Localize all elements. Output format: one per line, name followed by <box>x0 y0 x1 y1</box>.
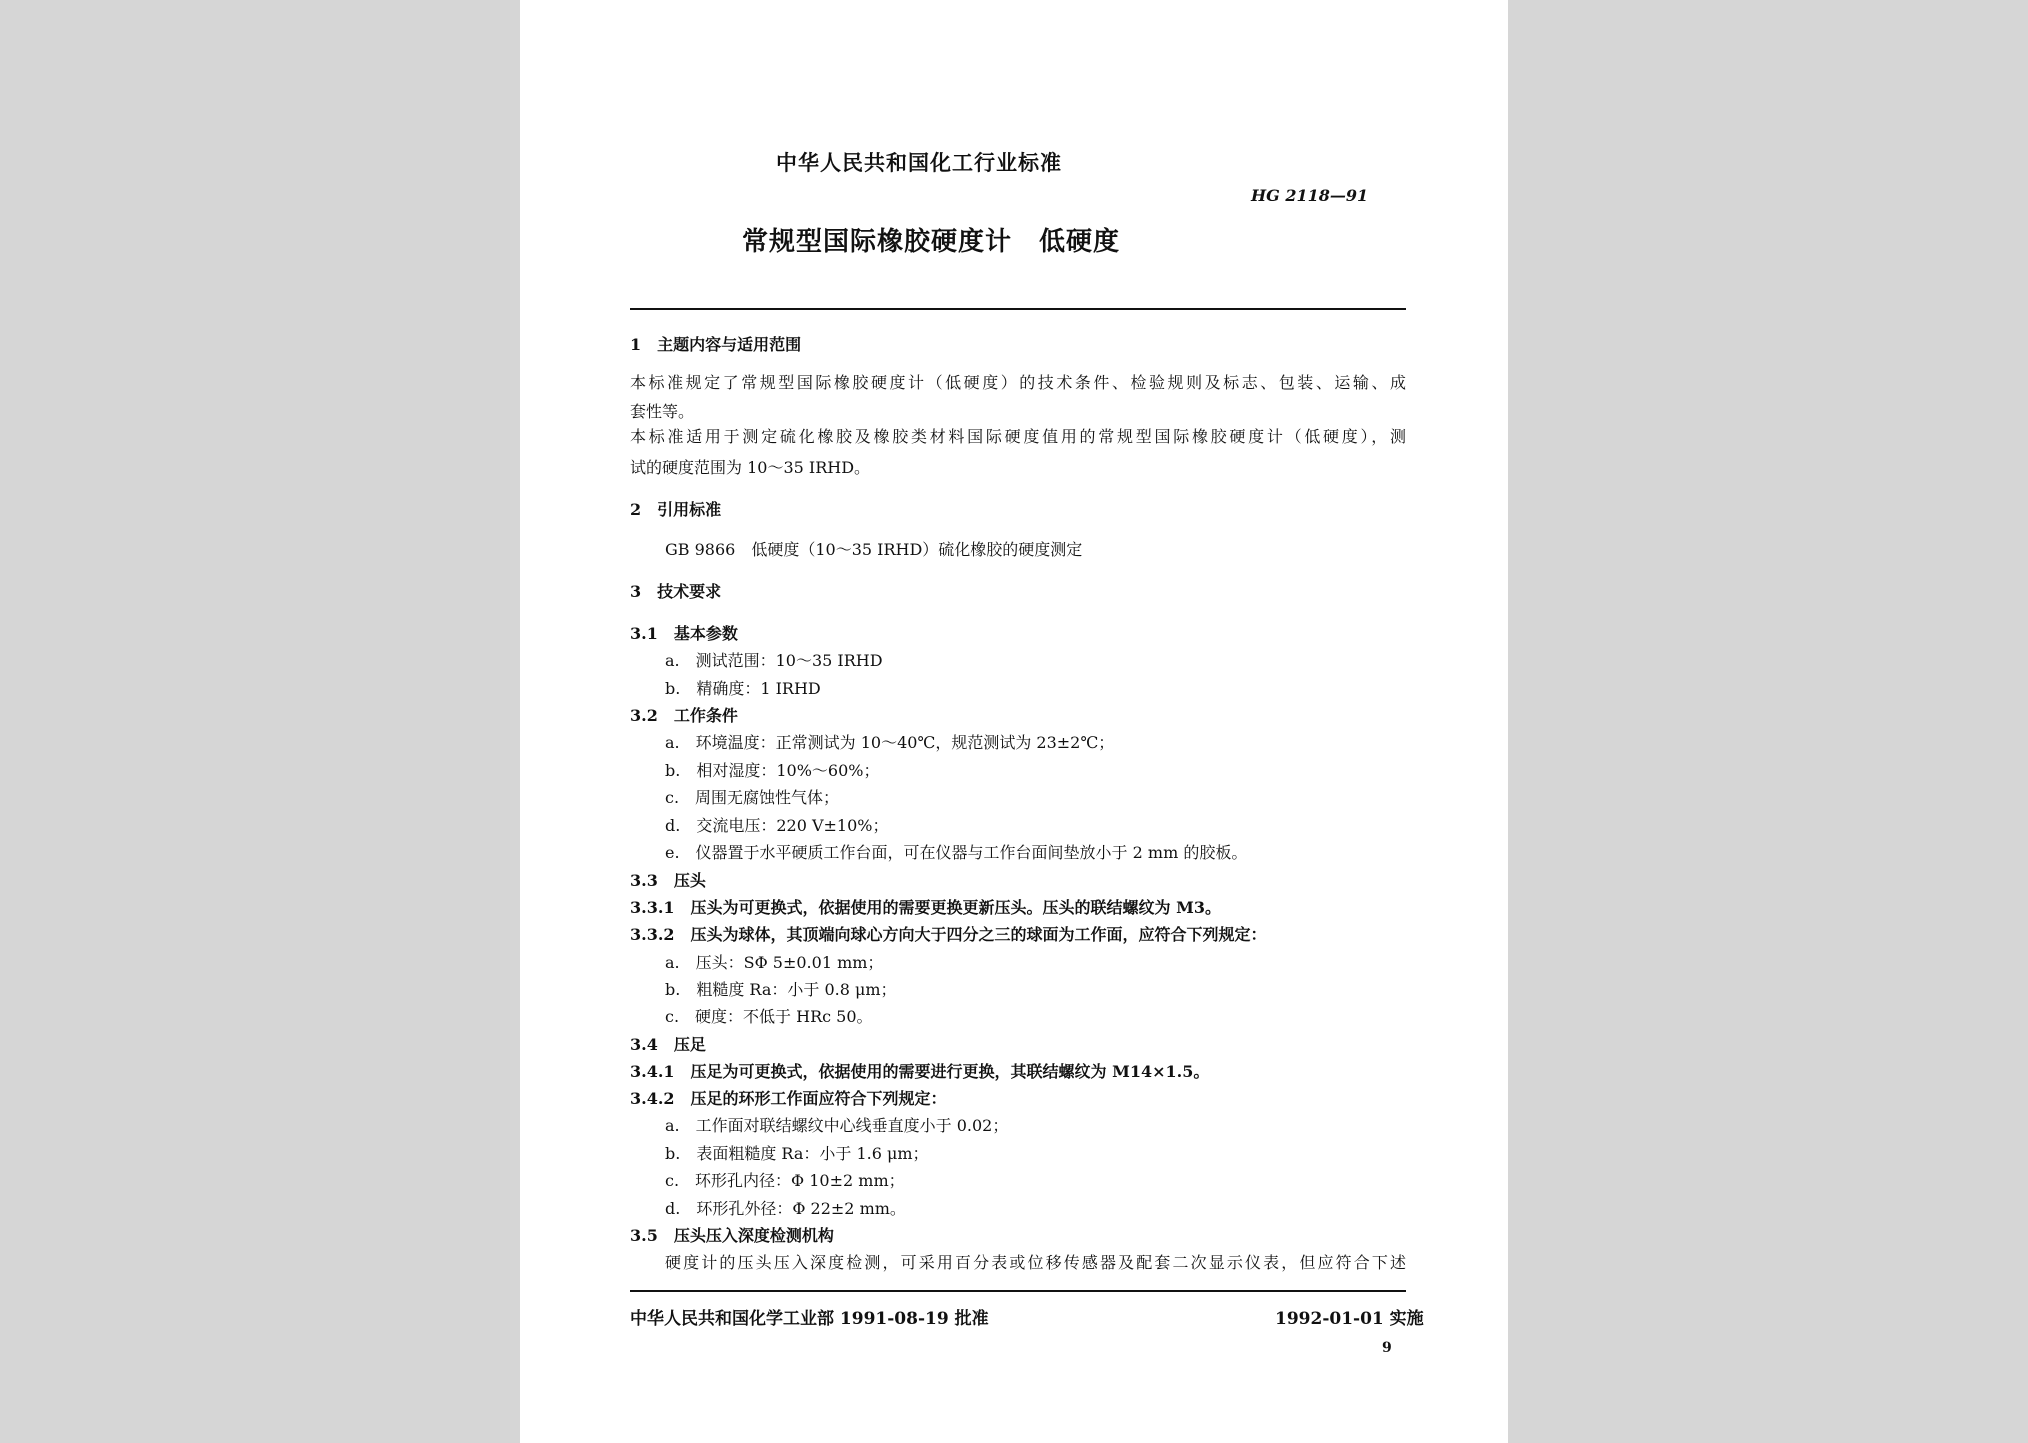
section-3-1-item-b: b. 精确度：1 IRHD <box>665 679 821 698</box>
section-3-3-2-item-b: b. 粗糙度 Ra：小于 0.8 μm； <box>665 980 897 999</box>
document-page <box>520 0 1508 1443</box>
org-title: 中华人民共和国化工行业标准 <box>776 150 1062 175</box>
section-3-heading: 3 技术要求 <box>630 582 722 601</box>
section-3-4-heading: 3.4 压足 <box>630 1035 706 1054</box>
section-1-paragraph-2-line-1: 本标准适用于测定硫化橡胶及橡胶类材料国际硬度值用的常规型国际橡胶硬度计（低硬度），测 <box>630 427 1406 446</box>
section-3-4-2-item-a: a. 工作面对联结螺纹中心线垂直度小于 0.02； <box>665 1116 1009 1135</box>
section-2-heading: 2 引用标准 <box>630 500 722 519</box>
approval-statement: 中华人民共和国化学工业部 1991-08-19 批准 <box>630 1309 989 1329</box>
section-3-3-1: 3.3.1 压头为可更换式，依据使用的需要更换更新压头。压头的联结螺纹为 M3。 <box>630 898 1221 917</box>
section-3-4-2-item-d: d. 环形孔外径：Φ 22±2 mm。 <box>665 1199 906 1218</box>
standard-code: HG 2118—91 <box>1251 186 1369 205</box>
section-3-1-heading: 3.1 基本参数 <box>630 624 738 643</box>
section-3-2-item-c: c. 周围无腐蚀性气体； <box>665 788 840 807</box>
section-3-2-item-b: b. 相对湿度：10%～60%； <box>665 761 880 780</box>
section-3-2-item-e: e. 仪器置于水平硬质工作台面，可在仪器与工作台面间垫放小于 2 mm 的胶板。 <box>665 843 1248 862</box>
section-2-reference: GB 9866 低硬度（10～35 IRHD）硫化橡胶的硬度测定 <box>665 540 1083 559</box>
section-1-paragraph-1-line-1: 本标准规定了常规型国际橡胶硬度计（低硬度）的技术条件、检验规则及标志、包装、运输、成 <box>630 373 1406 392</box>
section-3-1-item-a: a. 测试范围：10～35 IRHD <box>665 651 883 670</box>
section-3-5-paragraph: 硬度计的压头压入深度检测，可采用百分表或位移传感器及配套二次显示仪表，但应符合下述 <box>665 1253 1406 1272</box>
section-1-heading: 1 主题内容与适用范围 <box>630 335 802 354</box>
section-3-2-item-d: d. 交流电压：220 V±10%； <box>665 816 889 835</box>
section-3-3-2-item-c: c. 硬度：不低于 HRc 50。 <box>665 1007 873 1026</box>
section-3-5-heading: 3.5 压头压入深度检测机构 <box>630 1226 834 1245</box>
section-3-2-item-a: a. 环境温度：正常测试为 10～40℃，规范测试为 23±2℃； <box>665 733 1115 752</box>
section-3-3-2: 3.3.2 压头为球体，其顶端向球心方向大于四分之三的球面为工作面，应符合下列规定： <box>630 925 1267 944</box>
section-3-4-2: 3.4.2 压足的环形工作面应符合下列规定： <box>630 1089 947 1108</box>
section-3-4-2-item-c: c. 环形孔内径：Φ 10±2 mm； <box>665 1171 905 1190</box>
section-3-3-2-item-a: a. 压头：SΦ 5±0.01 mm； <box>665 953 884 972</box>
section-3-4-2-item-b: b. 表面粗糙度 Ra：小于 1.6 μm； <box>665 1144 929 1163</box>
top-divider <box>630 308 1406 310</box>
section-3-3-heading: 3.3 压头 <box>630 871 706 890</box>
effective-date: 1992-01-01 实施 <box>1275 1309 1424 1329</box>
document-title: 常规型国际橡胶硬度计 低硬度 <box>742 227 1121 257</box>
bottom-divider <box>630 1290 1406 1292</box>
section-3-2-heading: 3.2 工作条件 <box>630 706 738 725</box>
section-1-paragraph-2-line-2: 试的硬度范围为 10～35 IRHD。 <box>630 458 871 477</box>
section-3-4-1: 3.4.1 压足为可更换式，依据使用的需要进行更换，其联结螺纹为 M14×1.5。 <box>630 1062 1210 1081</box>
page-number: 9 <box>1382 1340 1392 1356</box>
section-1-paragraph-1-line-2: 套性等。 <box>630 402 695 421</box>
